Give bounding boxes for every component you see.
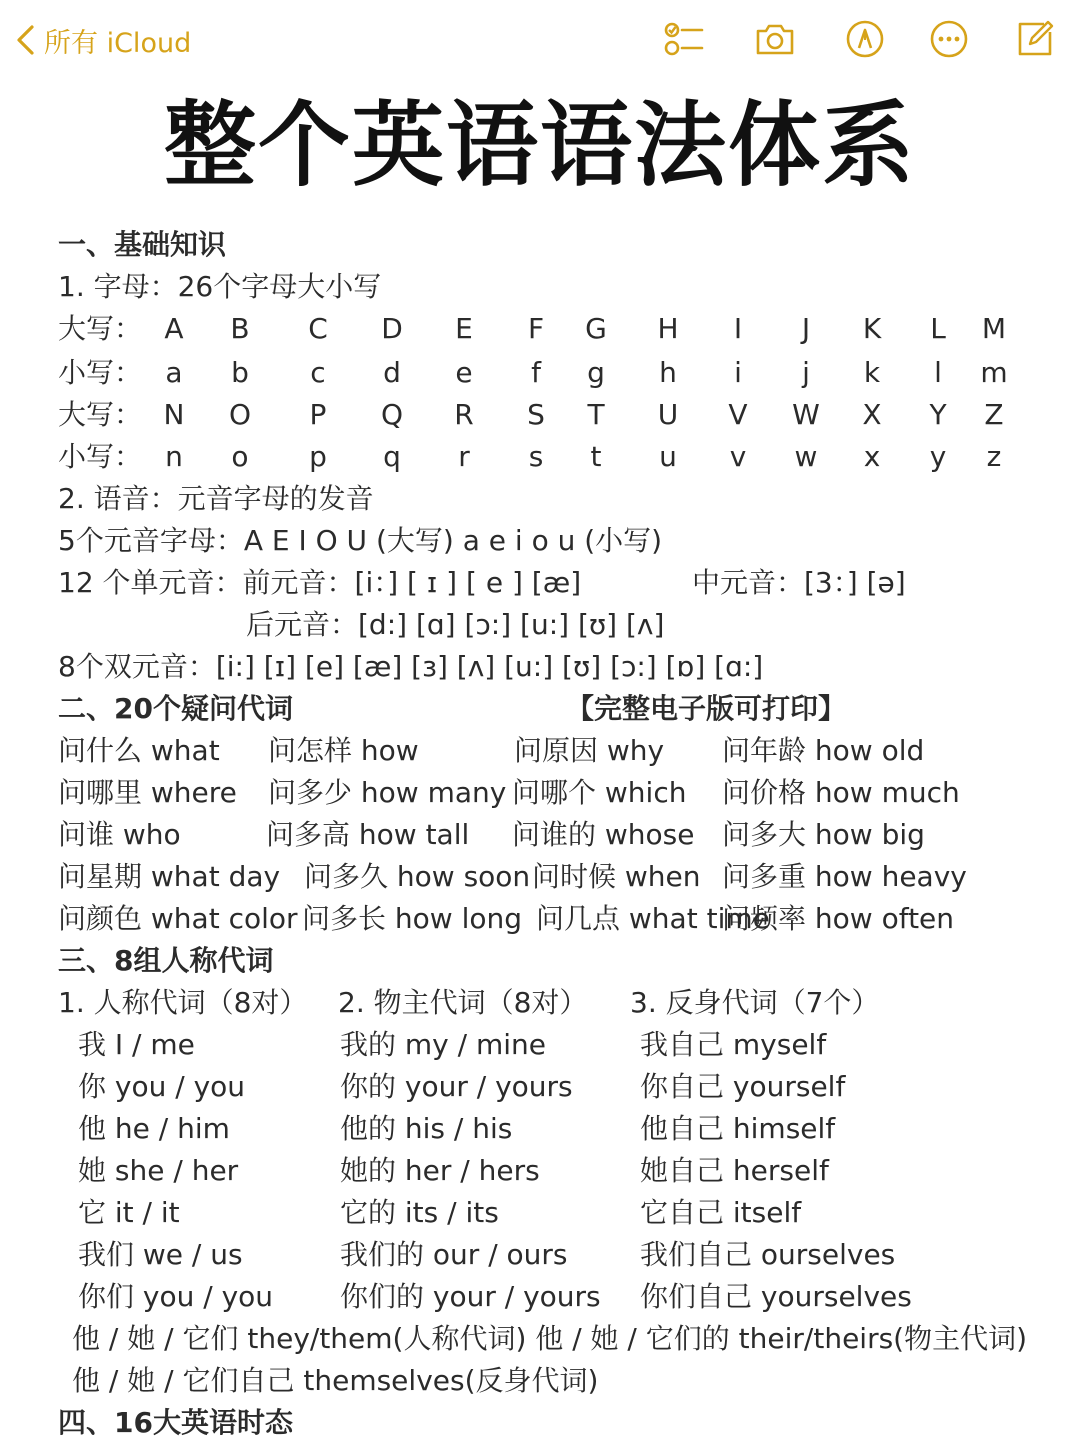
alphabet-letter: s <box>528 440 544 473</box>
alphabet-letter: N <box>163 398 185 431</box>
alphabet-letter: Q <box>380 398 404 431</box>
alphabet-letter: M <box>981 312 1007 345</box>
question-word: 问多长 how long <box>302 902 523 935</box>
alphabet-letter: r <box>458 440 470 473</box>
section-4-heading: 四、16大英语时态 <box>58 1406 293 1439</box>
back-button[interactable] <box>14 20 191 60</box>
alphabet-letter: q <box>383 440 401 473</box>
chevron-left-icon <box>14 23 38 57</box>
alphabet-letter: X <box>862 398 882 431</box>
alphabet-letter: R <box>454 398 474 431</box>
pronoun-cell: 她 she / her <box>78 1154 239 1187</box>
navigation-bar <box>0 0 1080 80</box>
alphabet-letter: g <box>587 356 605 389</box>
alphabet-letter: d <box>383 356 401 389</box>
question-word: 问怎样 how <box>268 734 419 767</box>
section-1-heading: 一、基础知识 <box>58 228 227 261</box>
vowels-line: 5个元音字母：A E I O U (大写) a e i o u (小写) <box>58 524 663 557</box>
monophthong-front: 12 个单元音：前元音：[i：] [ ɪ ] [ e ] [æ] <box>58 566 582 599</box>
note-title: 整个英语语法体系 <box>163 92 916 199</box>
pronoun-cell: 我们的 our / ours <box>340 1238 568 1271</box>
question-word: 问哪个 which <box>512 776 687 809</box>
alphabet-letter: j <box>802 356 810 389</box>
alphabet-letter: G <box>585 312 607 345</box>
question-word: 问时候 when <box>532 860 701 893</box>
alphabet-letter: z <box>986 440 1002 473</box>
monophthong-mid: 中元音：[3：] [ə] <box>692 566 906 599</box>
alphabet-letter: K <box>862 312 882 345</box>
alphabet-letter: J <box>801 312 811 345</box>
pronoun-cell: 我们自己 ourselves <box>640 1238 896 1271</box>
alphabet-letter: B <box>230 312 250 345</box>
pronoun-cell: 我 I / me <box>78 1028 195 1061</box>
markup-button[interactable] <box>844 18 886 60</box>
alphabet-row-label: 小写： <box>58 356 143 389</box>
alphabet-letter: F <box>527 312 545 345</box>
alphabet-letter: S <box>527 398 545 431</box>
alphabet-letter: P <box>309 398 327 431</box>
alphabet-letter: l <box>934 356 942 389</box>
question-word: 问频率 how often <box>722 902 955 935</box>
alphabet-row-label: 大写： <box>58 398 143 431</box>
alphabet-letter: i <box>734 356 742 389</box>
pronoun-cell: 他 he / him <box>78 1112 230 1145</box>
letters-title: 1. 字母：26个字母大小写 <box>58 270 382 303</box>
alphabet-letter: T <box>587 398 605 431</box>
alphabet-letter: u <box>659 440 677 473</box>
pronoun-cell: 我的 my / mine <box>340 1028 547 1061</box>
compose-icon <box>1014 18 1056 60</box>
alphabet-letter: b <box>231 356 249 389</box>
question-word: 问多少 how many <box>268 776 507 809</box>
section-2-heading: 二、20个疑问代词 <box>58 692 293 725</box>
alphabet-letter: D <box>381 312 403 345</box>
pronoun-cell: 你自己 yourself <box>640 1070 846 1103</box>
alphabet-letter: k <box>863 356 881 389</box>
alphabet-letter: W <box>792 398 820 431</box>
question-word: 问多重 how heavy <box>722 860 967 893</box>
question-word: 问几点 what time <box>536 902 770 935</box>
alphabet-letter: O <box>228 398 252 431</box>
markup-pen-icon <box>844 18 886 60</box>
alphabet-letter: n <box>165 440 183 473</box>
pronoun-cell: 你们 you / you <box>78 1280 274 1313</box>
alphabet-row-label: 小写： <box>58 440 143 473</box>
question-word: 问颜色 what color <box>58 902 298 935</box>
section-3-heading: 三、8组人称代词 <box>58 944 274 977</box>
alphabet-letter: Z <box>984 398 1004 431</box>
alphabet-letter: c <box>310 356 326 389</box>
pronoun-cell: 它的 its / its <box>340 1196 499 1229</box>
print-note: 【完整电子版可打印】 <box>566 692 847 725</box>
phonetics-title: 2. 语音：元音字母的发音 <box>58 482 374 515</box>
alphabet-letter: A <box>164 312 184 345</box>
alphabet-letter: e <box>455 356 473 389</box>
compose-button[interactable] <box>1014 18 1056 60</box>
alphabet-letter: p <box>309 440 327 473</box>
alphabet-letter: w <box>794 440 818 473</box>
more-icon <box>928 18 970 60</box>
question-word: 问星期 what day <box>58 860 281 893</box>
alphabet-letter: y <box>929 440 947 473</box>
col-title-reflexive: 3. 反身代词（7个） <box>630 986 880 1019</box>
question-word: 问哪里 where <box>58 776 237 809</box>
themselves-line: 他 / 她 / 它们自己 themselves(反身代词) <box>72 1364 599 1397</box>
alphabet-letter: H <box>657 312 679 345</box>
they-line: 他 / 她 / 它们 they/them(人称代词) 他 / 她 / 它们的 their/theirs(物主代词) <box>72 1322 1028 1355</box>
alphabet-letter: o <box>231 440 249 473</box>
alphabet-letter: C <box>308 312 328 345</box>
alphabet-letter: x <box>863 440 881 473</box>
diphthongs-line: 8个双元音：[i:] [ɪ] [e] [æ] [ɜ] [ʌ] [u:] [ʊ] [ɔ:] [ɒ] [ɑ:] <box>58 650 764 683</box>
alphabet-letter: V <box>728 398 748 431</box>
camera-button[interactable] <box>754 18 796 60</box>
alphabet-letter: L <box>930 312 946 345</box>
alphabet-letter: f <box>531 356 541 389</box>
alphabet-letter: I <box>733 312 743 345</box>
pronoun-cell: 它 it / it <box>78 1196 180 1229</box>
monophthong-back: 后元音：[d:] [ɑ] [ɔ:] [u:] [ʊ] [ʌ] <box>246 608 665 641</box>
question-word: 问年龄 how old <box>722 734 925 767</box>
pronoun-cell: 她自己 herself <box>640 1154 829 1187</box>
back-label: 所有 iCloud <box>44 27 192 59</box>
alphabet-letter: Y <box>929 398 947 431</box>
alphabet-letter: v <box>729 440 747 473</box>
alphabet-letter: h <box>659 356 677 389</box>
pronoun-cell: 我们 we / us <box>78 1238 243 1271</box>
more-button[interactable] <box>928 18 970 60</box>
question-word: 问原因 why <box>514 734 665 767</box>
alphabet-letter: m <box>980 356 1008 389</box>
alphabet-letter: E <box>455 312 473 345</box>
pronoun-cell: 他自己 himself <box>640 1112 836 1145</box>
question-word: 问谁 who <box>58 818 181 851</box>
alphabet-row-label: 大写： <box>58 312 143 345</box>
col-title-possessive: 2. 物主代词（8对） <box>338 986 588 1019</box>
camera-icon <box>754 18 796 60</box>
question-word: 问什么 what <box>58 734 220 767</box>
alphabet-letter: t <box>590 440 602 473</box>
pronoun-cell: 你 you / you <box>78 1070 246 1103</box>
question-word: 问谁的 whose <box>512 818 695 851</box>
pronoun-cell: 它自己 itself <box>640 1196 802 1229</box>
question-word: 问价格 how much <box>722 776 960 809</box>
pronoun-cell: 你们的 your / yours <box>340 1280 601 1313</box>
question-word: 问多大 how big <box>722 818 925 851</box>
pronoun-cell: 我自己 myself <box>640 1028 827 1061</box>
col-title-personal: 1. 人称代词（8对） <box>58 986 308 1019</box>
checklist-button[interactable] <box>662 18 704 60</box>
pronoun-cell: 她的 her / hers <box>340 1154 540 1187</box>
alphabet-letter: U <box>657 398 679 431</box>
alphabet-letter: a <box>165 356 183 389</box>
checklist-icon <box>662 18 704 60</box>
question-word: 问多高 how tall <box>266 818 470 851</box>
pronoun-cell: 你们自己 yourselves <box>640 1280 912 1313</box>
pronoun-cell: 他的 his / his <box>340 1112 513 1145</box>
pronoun-cell: 你的 your / yours <box>340 1070 573 1103</box>
question-word: 问多久 how soon <box>304 860 531 893</box>
